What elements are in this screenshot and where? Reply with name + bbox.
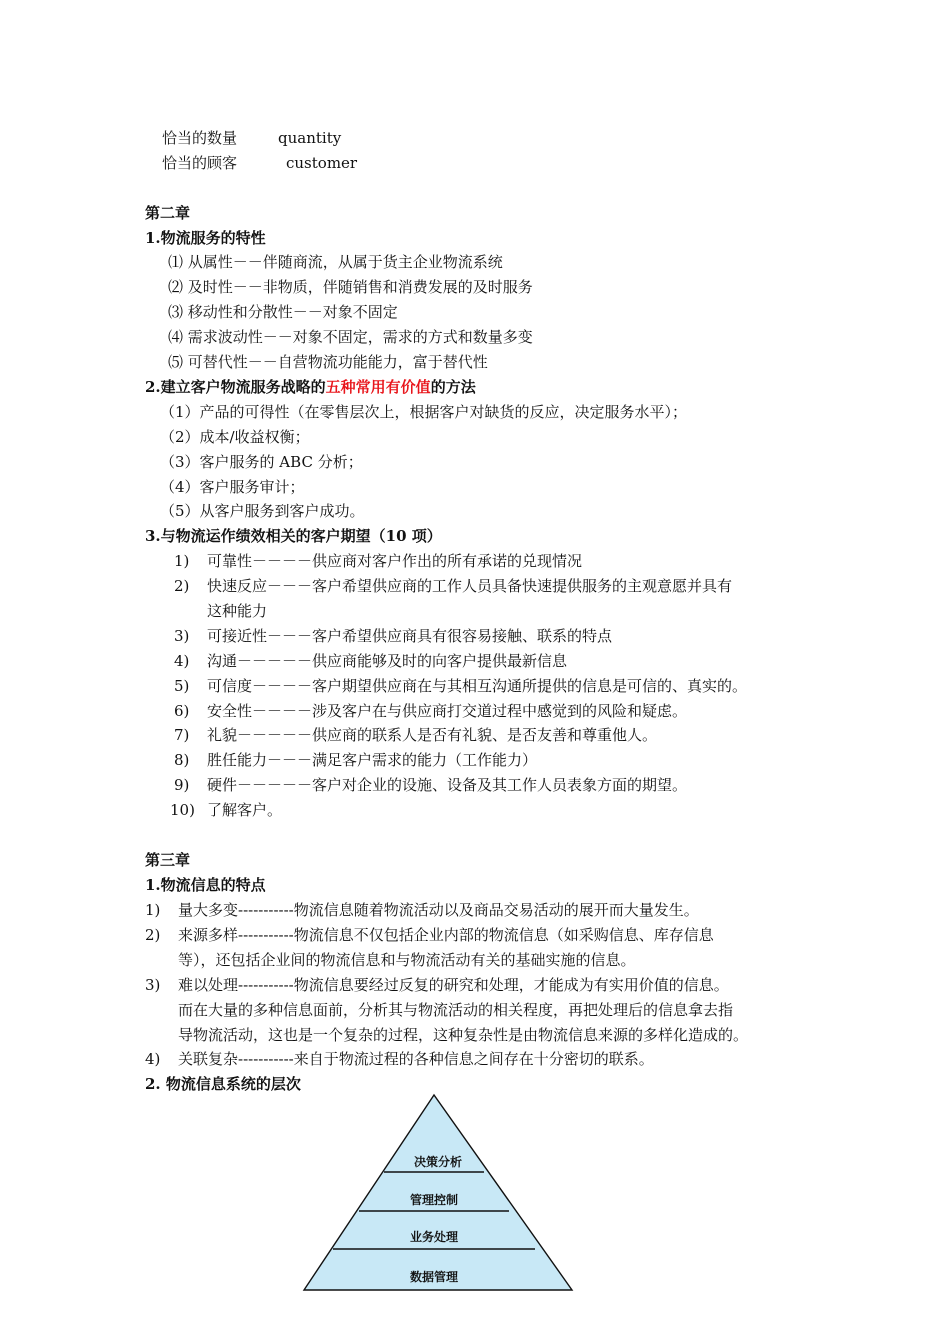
list-number: 7) [174,726,190,744]
list-item: 礼貌－－－－－供应商的联系人是否有礼貌、是否友善和尊重他人。 [207,726,658,744]
section-heading: 1.物流信息的特点 [145,876,266,894]
section-heading: 1.物流服务的特性 [145,229,266,247]
list-item: ⑷ 需求波动性－－对象不固定，需求的方式和数量多变 [168,328,533,346]
list-number: 3) [174,627,190,645]
list-item: 来源多样-----------物流信息不仅包括企业内部的物流信息（如采购信息、库存信息 [178,926,714,944]
list-number: 1) [145,901,161,919]
list-item: 胜任能力－－－满足客户需求的能力（工作能力） [207,751,538,769]
pyramid-layer-label: 管理控制 [409,1193,459,1207]
intro-zh: 恰当的顾客 [162,154,238,172]
intro-en: quantity [278,129,342,147]
list-number: 8) [174,751,190,769]
list-number: 10) [170,801,195,819]
list-number: 1) [174,552,190,570]
pyramid-layer-label: 业务处理 [409,1230,459,1244]
list-item-continuation: 而在大量的多种信息面前，分析其与物流活动的相关程度，再把处理后的信息拿去指 [178,1001,734,1019]
list-item: ⑴ 从属性－－伴随商流，从属于货主企业物流系统 [168,253,503,271]
list-item: ⑸ 可替代性－－自营物流功能能力，富于替代性 [168,353,488,371]
list-item: 可靠性－－－－供应商对客户作出的所有承诺的兑现情况 [207,552,583,570]
list-item: （4）客户服务审计； [160,478,305,496]
heading-text: 的方法 [430,378,476,396]
list-item: 安全性－－－－涉及客户在与供应商打交道过程中感觉到的风险和疑虑。 [207,702,688,720]
section-heading: 2. 物流信息系统的层次 [145,1075,301,1093]
list-item-continuation: 等），还包括企业间的物流信息和与物流活动有关的基础实施的信息。 [178,951,636,969]
pyramid-layer-label: 数据管理 [409,1270,459,1284]
list-item: 沟通－－－－－供应商能够及时的向客户提供最新信息 [207,652,568,670]
list-number: 3) [145,976,161,994]
list-number: 9) [174,776,190,794]
list-number: 5) [174,677,190,695]
pyramid-layer-label: 决策分析 [413,1155,463,1169]
list-item: 了解客户。 [207,801,283,819]
intro-row [162,153,237,173]
list-item: 可信度－－－－客户期望供应商在与其相互沟通所提供的信息是可信的、真实的。 [207,677,748,695]
chapter-3-title: 第三章 [145,851,191,869]
list-item: 快速反应－－－客户希望供应商的工作人员具备快速提供服务的主观意愿并具有 [207,577,733,595]
list-item: （1）产品的可得性（在零售层次上，根据客户对缺货的反应，决定服务水平）； [160,403,688,421]
section-heading [145,377,476,397]
list-item: ⑶ 移动性和分散性－－对象不固定 [168,303,398,321]
intro-zh: 恰当的数量 [162,129,238,147]
heading-text: 2.建立客户物流服务战略的 [145,378,326,396]
list-number: 2) [174,577,190,595]
list-item: 关联复杂-----------来自于物流过程的各种信息之间存在十分密切的联系。 [178,1050,654,1068]
intro-en: customer [286,154,358,172]
list-item: 难以处理-----------物流信息要经过反复的研究和处理，才能成为有实用价值的信息。 [178,976,729,994]
list-number: 6) [174,702,190,720]
pyramid-diagram [300,1092,576,1292]
list-item: （5）从客户服务到客户成功。 [160,502,365,520]
list-number: 4) [145,1050,161,1068]
list-item-continuation: 这种能力 [207,602,268,620]
list-number: 4) [174,652,190,670]
heading-highlight: 五种常用有价值 [325,378,431,396]
chapter-2-title: 第二章 [145,204,191,222]
list-item: 量大多变-----------物流信息随着物流活动以及商品交易活动的展开而大量发生。 [178,901,699,919]
list-item-continuation: 导物流活动，这也是一个复杂的过程，这种复杂性是由物流信息来源的多样化造成的。 [178,1026,749,1044]
intro-row [162,128,237,148]
list-item: （3）客户服务的 ABC 分析； [160,453,363,471]
list-number: 2) [145,926,161,944]
list-item: （2）成本/收益权衡； [160,428,310,446]
section-heading: 3.与物流运作绩效相关的客户期望（10 项） [145,527,442,545]
list-item: 可接近性－－－客户希望供应商具有很容易接触、联系的特点 [207,627,613,645]
list-item: 硬件－－－－－客户对企业的设施、设备及其工作人员表象方面的期望。 [207,776,688,794]
list-item: ⑵ 及时性－－非物质，伴随销售和消费发展的及时服务 [168,278,533,296]
